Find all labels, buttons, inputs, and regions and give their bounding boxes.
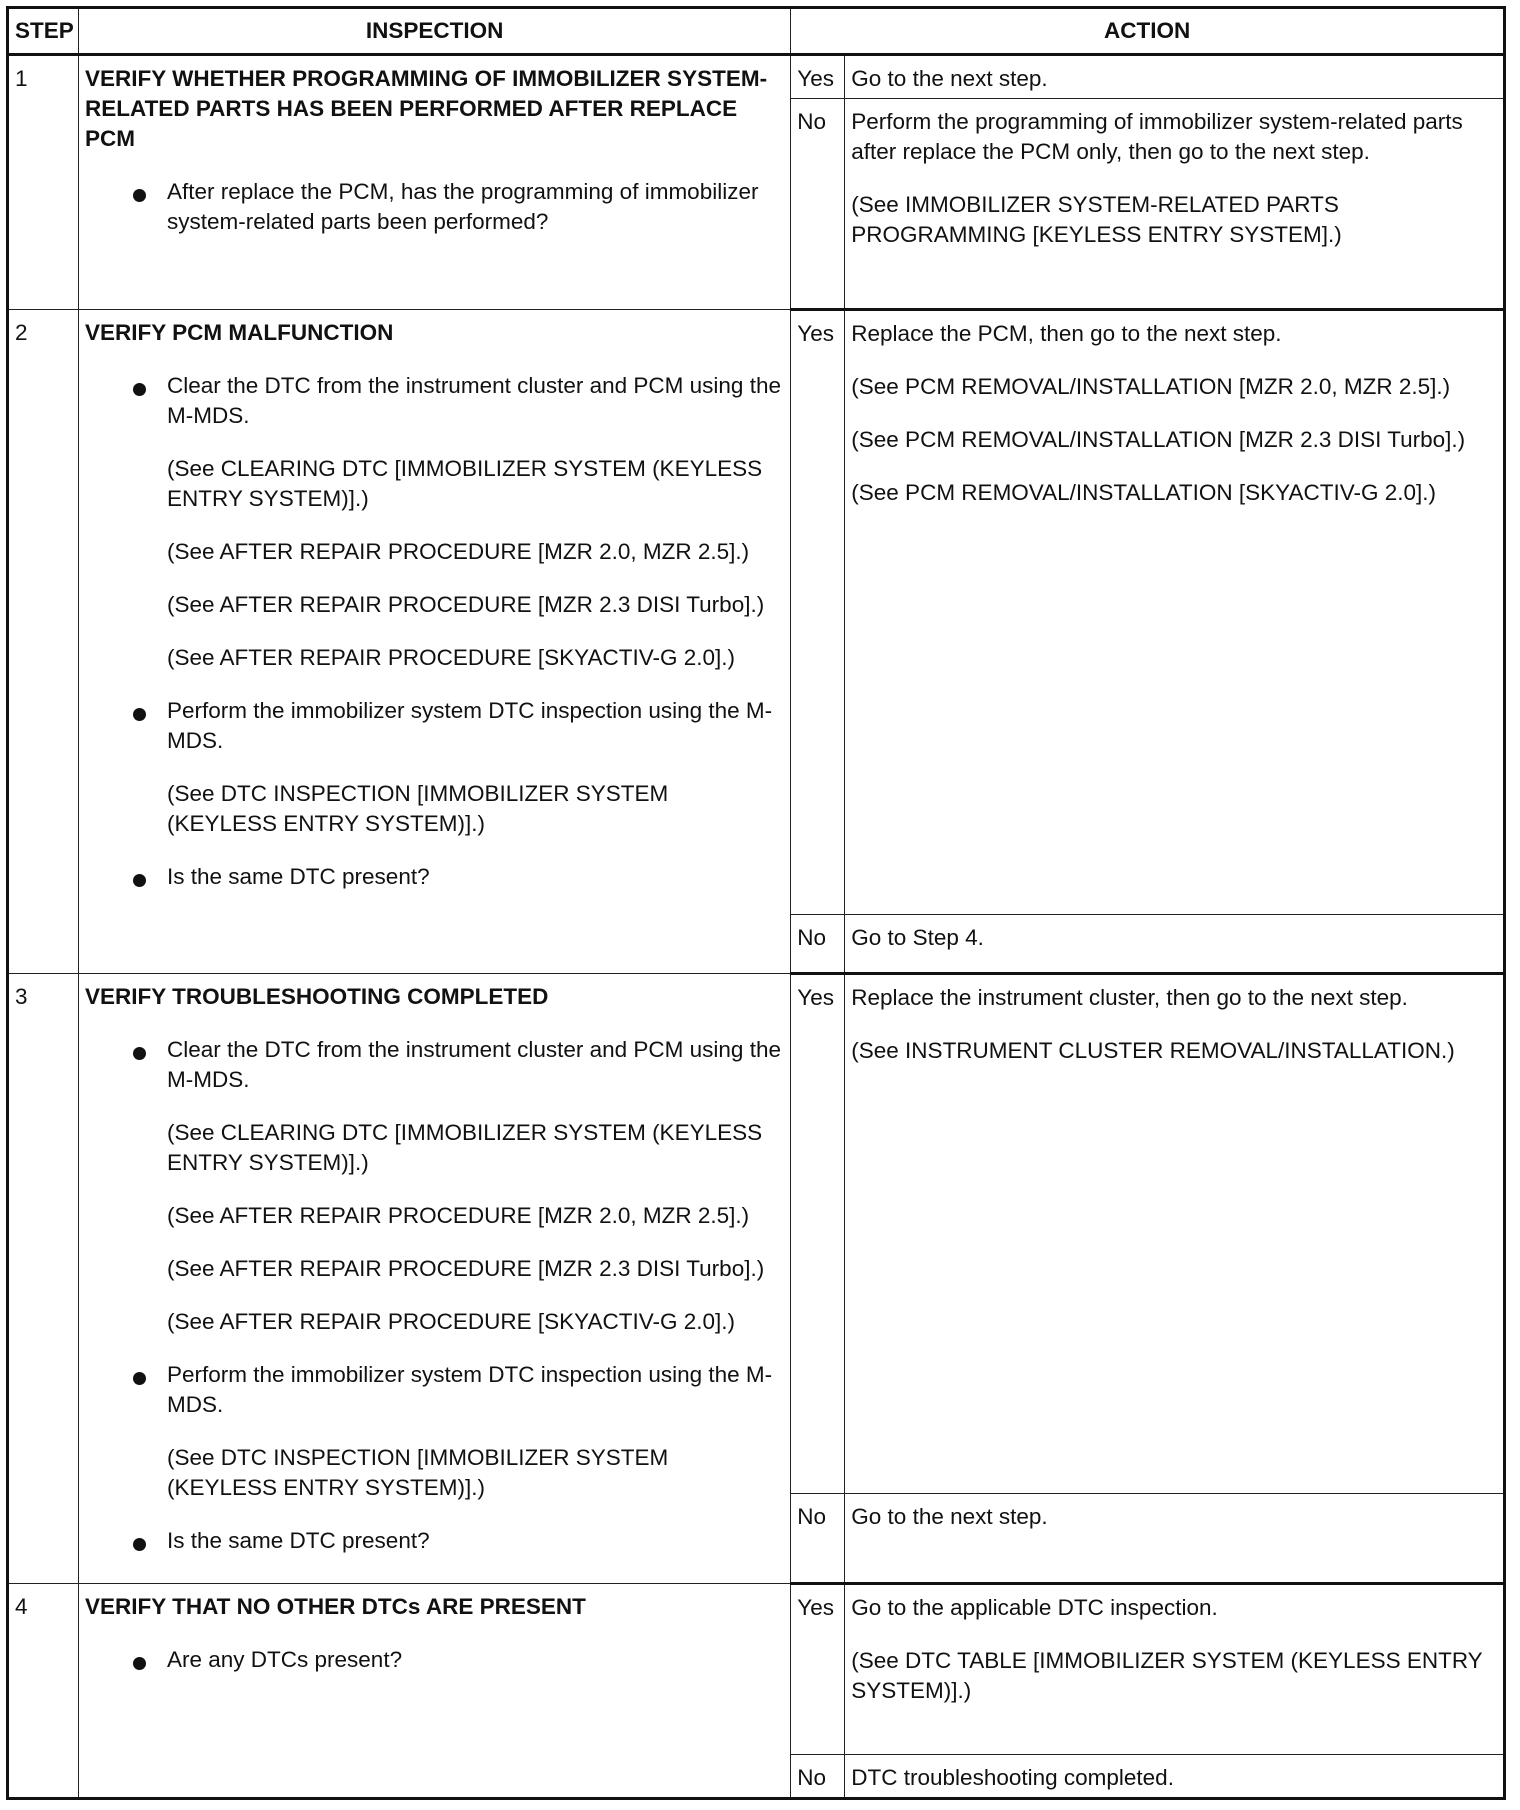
- yes-label: Yes: [791, 1584, 845, 1755]
- yes-label: Yes: [791, 310, 845, 915]
- action-reference: (See PCM REMOVAL/INSTALLATION [MZR 2.0, MZR 2.5].): [851, 374, 1451, 400]
- step-2-inspection: [78, 310, 790, 974]
- troubleshooting-table: [6, 6, 1506, 1800]
- step-1-yes-row: [8, 55, 1505, 99]
- step-1-inspection: [78, 55, 790, 310]
- inspection-reference: (See AFTER REPAIR PROCEDURE [SKYACTIV-G 2.0].): [166, 645, 736, 671]
- action-text: Perform the programming of immobilizer system-related parts after replace the PCM only, then go to the next step.: [851, 109, 1463, 164]
- no-label: No: [791, 1755, 845, 1799]
- bullet-text: Clear the DTC from the instrument cluster and PCM using the M-MDS.: [166, 373, 781, 429]
- yes-label: Yes: [791, 974, 845, 1494]
- action-reference: (See IMMOBILIZER SYSTEM-RELATED PARTS PROGRAMMING [KEYLESS ENTRY SYSTEM].): [851, 192, 1342, 247]
- yes-label: Yes: [791, 55, 845, 99]
- inspection-bullet: [85, 862, 784, 892]
- no-action: [845, 915, 1505, 974]
- inspection-reference: (See AFTER REPAIR PROCEDURE [MZR 2.0, MZR 2.5].): [166, 1203, 750, 1229]
- yes-action: [845, 1584, 1505, 1755]
- bullet-text: Is the same DTC present?: [166, 864, 430, 890]
- inspection-bullet: [85, 1360, 784, 1420]
- yes-action: [845, 55, 1505, 99]
- step-title: VERIFY TROUBLESHOOTING COMPLETED: [84, 984, 549, 1010]
- step-number: 1: [8, 55, 79, 310]
- inspection-bullet: [85, 696, 784, 756]
- inspection-bullet: [85, 1645, 784, 1675]
- step-4-inspection: [78, 1584, 790, 1799]
- inspection-reference: (See AFTER REPAIR PROCEDURE [MZR 2.3 DISI Turbo].): [166, 592, 765, 618]
- action-text: Replace the PCM, then go to the next step.: [851, 321, 1282, 347]
- inspection-bullet: [85, 1526, 784, 1556]
- bullet-text: Is the same DTC present?: [166, 1528, 430, 1554]
- step-3-inspection: [78, 974, 790, 1584]
- bullet-text: Clear the DTC from the instrument cluster and PCM using the M-MDS.: [166, 1037, 781, 1093]
- step-4-yes-row: [8, 1584, 1505, 1755]
- inspection-reference: (See DTC INSPECTION [IMMOBILIZER SYSTEM (KEYLESS ENTRY SYSTEM)].): [166, 1445, 669, 1501]
- step-title: VERIFY THAT NO OTHER DTCs ARE PRESENT: [84, 1594, 586, 1620]
- step-number: 3: [8, 974, 79, 1584]
- action-text: DTC troubleshooting completed.: [851, 1765, 1174, 1790]
- action-text: Go to Step 4.: [851, 925, 984, 951]
- bullet-text: Perform the immobilizer system DTC inspection using the M-MDS.: [166, 1362, 773, 1418]
- yes-action: [845, 310, 1505, 915]
- bullet-icon: [133, 189, 146, 202]
- bullet-text: Are any DTCs present?: [166, 1647, 403, 1673]
- header-inspection: INSPECTION: [78, 8, 790, 55]
- inspection-bullet: [85, 177, 784, 237]
- step-2-yes-row: [8, 310, 1505, 915]
- bullet-icon: [133, 874, 146, 887]
- action-reference: (See PCM REMOVAL/INSTALLATION [SKYACTIV-G 2.0].): [851, 480, 1437, 506]
- inspection-reference: (See AFTER REPAIR PROCEDURE [MZR 2.0, MZR 2.5].): [166, 539, 750, 565]
- header-step: STEP: [8, 8, 79, 55]
- action-reference: (See INSTRUMENT CLUSTER REMOVAL/INSTALLATION.): [851, 1038, 1455, 1064]
- action-reference: (See DTC TABLE [IMMOBILIZER SYSTEM (KEYLESS ENTRY SYSTEM)].): [851, 1648, 1483, 1704]
- step-number: 4: [8, 1584, 79, 1799]
- bullet-text: Perform the immobilizer system DTC inspection using the M-MDS.: [166, 698, 773, 754]
- inspection-reference: (See DTC INSPECTION [IMMOBILIZER SYSTEM (KEYLESS ENTRY SYSTEM)].): [166, 781, 669, 837]
- header-action: ACTION: [791, 8, 1505, 55]
- step-3-yes-row: [8, 974, 1505, 1494]
- no-label: No: [791, 99, 845, 310]
- no-action: [845, 1494, 1505, 1584]
- bullet-icon: [133, 708, 146, 721]
- inspection-bullet: [85, 371, 784, 431]
- action-text: Replace the instrument cluster, then go to the next step.: [851, 985, 1408, 1011]
- bullet-icon: [133, 1372, 146, 1385]
- no-label: No: [791, 915, 845, 974]
- no-action: [845, 1755, 1505, 1799]
- bullet-icon: [133, 1047, 146, 1060]
- action-reference: (See PCM REMOVAL/INSTALLATION [MZR 2.3 DISI Turbo].): [851, 427, 1466, 453]
- action-text: Go to the applicable DTC inspection.: [851, 1595, 1218, 1621]
- header-row: [8, 8, 1505, 55]
- action-text: Go to the next step.: [851, 66, 1048, 91]
- inspection-reference: (See AFTER REPAIR PROCEDURE [MZR 2.3 DISI Turbo].): [166, 1256, 765, 1282]
- action-text: Go to the next step.: [851, 1504, 1048, 1530]
- bullet-icon: [133, 1657, 146, 1670]
- step-number: 2: [8, 310, 79, 974]
- inspection-reference: (See CLEARING DTC [IMMOBILIZER SYSTEM (KEYLESS ENTRY SYSTEM)].): [166, 456, 763, 512]
- no-label: No: [791, 1494, 845, 1584]
- yes-action: [845, 974, 1505, 1494]
- bullet-text: After replace the PCM, has the programming of immobilizer system-related parts been performed?: [166, 179, 759, 234]
- no-action: [845, 99, 1505, 310]
- inspection-reference: (See AFTER REPAIR PROCEDURE [SKYACTIV-G 2.0].): [166, 1309, 736, 1335]
- step-title: VERIFY PCM MALFUNCTION: [84, 320, 394, 346]
- bullet-icon: [133, 1538, 146, 1551]
- step-title: VERIFY WHETHER PROGRAMMING OF IMMOBILIZER SYSTEM-RELATED PARTS HAS BEEN PERFORMED AFTER REPLACE PCM: [84, 66, 768, 151]
- inspection-bullet: [85, 1035, 784, 1095]
- bullet-icon: [133, 383, 146, 396]
- inspection-reference: (See CLEARING DTC [IMMOBILIZER SYSTEM (KEYLESS ENTRY SYSTEM)].): [166, 1120, 763, 1176]
